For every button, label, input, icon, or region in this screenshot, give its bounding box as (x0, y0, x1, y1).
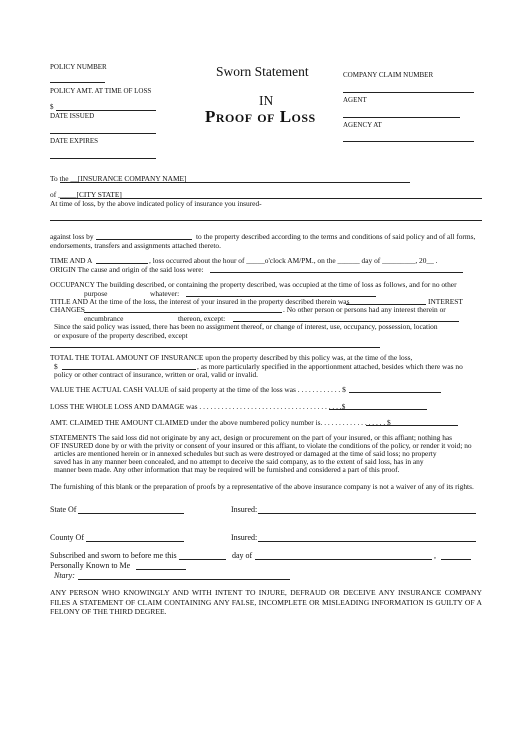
insured-field[interactable] (50, 220, 482, 221)
subscribed-year-field[interactable] (441, 559, 471, 560)
day-of-text: day of (232, 551, 253, 560)
total-text-1: TOTAL THE TOTAL AMOUNT OF INSURANCE upon the property described by this policy was, at the time of the loss, (50, 353, 413, 362)
against-loss-field[interactable] (96, 239, 192, 240)
statements-text-4: saved has in any manner been concealed, and no attempt to deceive the said company, as to the extent of said loss, has in any (54, 457, 424, 466)
fraud-warning: ANY PERSON WHO KNOWINGLY AND WITH INTENT TO INJURE, DEFRAUD OR DECEIVE ANY INSURANCE COMPANY FILES A STATEMENT OF CLAIM CONTAINING ANY FALSE, INCOMPLETE OR MISLEADING INFORMATION IS GUILTY OF A FELONY OF THE THIRD DEGREE. (50, 588, 482, 617)
subscribed-text: Subscribed and sworn to before me this (50, 551, 177, 560)
of-city-line: of _____[CITY STATE] (50, 190, 122, 199)
notary-label: Ntary: (54, 571, 75, 580)
statements-text-2: OF INSURED done by or with the privity or consent of your insured or this affiant, to violate the conditions of the policy, or render it void; no (50, 441, 472, 450)
insured-label-2: Insured: (231, 533, 258, 542)
changes-field[interactable] (84, 312, 282, 313)
origin-field[interactable] (210, 272, 463, 273)
personally-known-field[interactable] (136, 569, 186, 570)
amt-claimed-text: AMT. CLAIMED THE AMOUNT CLAIMED under the above numbered policy number is. . . . . . . . . . . . . . . . . . $ (50, 418, 391, 427)
changes-text-b: . No other person or persons had any interest therein or (283, 305, 446, 314)
policy-number-field[interactable] (50, 82, 105, 83)
against-loss-label: against loss by (50, 232, 94, 241)
changes-text: CHANGES (50, 305, 85, 314)
value-text: VALUE THE ACTUAL CASH VALUE of said property at the time of the loss was . . . . . . . . . . . . $ (50, 385, 346, 394)
since-text-1: Since the said policy was issued, there has been no assignment thereof, or change of interest, use, occupancy, possession, location (54, 322, 438, 331)
amt-claimed-field[interactable] (366, 425, 458, 426)
purpose-text: purpose (84, 289, 108, 298)
policy-number-label: POLICY NUMBER (50, 63, 107, 71)
total-text-3: policy or other contract of insurance, written or oral, valid or invalid. (54, 370, 258, 379)
statements-text-1: STATEMENTS The said loss did not originate by any act, design or procurement on the part of your insured, or this affiant; nothing has (50, 433, 453, 442)
time-text: , loss occurred about the hour of _____o'clock AM/PM., on the ______ day of _________, 20__ . (149, 256, 438, 265)
date-expires-field[interactable] (50, 158, 156, 159)
statements-text-5: manner been made. Any other information that may be required will be furnished and considered a part of this proof. (54, 465, 400, 474)
value-field[interactable] (349, 392, 441, 393)
encumbrance-text: encumbrance (84, 314, 124, 323)
furnishing-text: The furnishing of this blank or the preparation of proofs by a representative of the above insurance company is not a waiver of any of its rights. (50, 482, 474, 491)
dollar-sign: $ (50, 103, 54, 111)
occupancy-text: OCCUPANCY The building described, or containing the property described, was occupied at the time of loss as follows, and for no other (50, 280, 457, 289)
subscribed-month-field[interactable] (255, 559, 432, 560)
state-of-label: State Of (50, 505, 77, 514)
date-issued-label: DATE ISSUED (50, 112, 95, 120)
date-expires-label: DATE EXPIRES (50, 137, 99, 145)
endorsements-text: endorsements, transfers and assignments attached thereto. (50, 241, 221, 250)
agency-at-field[interactable] (343, 141, 474, 142)
insured-signature-field-1[interactable] (258, 513, 476, 514)
personally-known-text: Personally Known to Me (50, 561, 131, 570)
statements-text-3: articles are mentioned herein or in annexed schedules but such as were destroyed or damaged at the time of said loss; no property (54, 449, 437, 458)
county-of-label: County Of (50, 533, 84, 542)
agent-label: AGENT (343, 96, 367, 104)
loss-field[interactable] (329, 409, 427, 410)
notary-signature-field[interactable] (78, 579, 290, 580)
company-claim-number-field[interactable] (343, 92, 474, 93)
against-loss-text: to the property described according to the terms and conditions of said policy and of all forms, (196, 232, 476, 241)
title-proof-of-loss: Proof of Loss (205, 107, 316, 126)
thereon-text: thereon, except: (178, 314, 226, 323)
policy-amt-field[interactable] (56, 110, 156, 111)
date-issued-field[interactable] (50, 133, 156, 134)
insured-label-1: Insured: (231, 505, 258, 514)
title-in: IN (259, 93, 274, 108)
total-text-2: , as more particularly specified in the apportionment attached, besides which there was no (197, 362, 463, 371)
time-label: TIME AND A (50, 256, 93, 265)
title-sworn-statement: Sworn Statement (216, 64, 309, 79)
since-field[interactable] (50, 347, 380, 348)
state-of-field[interactable] (78, 513, 184, 514)
insured-signature-field-2[interactable] (258, 541, 476, 542)
time-field[interactable] (96, 263, 148, 264)
agency-at-label: AGENCY AT (343, 121, 382, 129)
title-and-text: TITLE AND At the time of the loss, the interest of your insured in the property described therein was (50, 297, 350, 306)
to-company-line: To the __[INSURANCE COMPANY NAME] (50, 174, 187, 183)
loss-text: LOSS THE WHOLE LOSS AND DAMAGE was . . . . . . . . . . . . . . . . . . . . . . . . . . . . . . . . . . . . . . .$ (50, 402, 346, 411)
comma-text: , (434, 551, 436, 560)
company-claim-number-label: COMPANY CLAIM NUMBER (343, 71, 434, 79)
whatever-text: whatever: (150, 289, 180, 298)
company-name-field[interactable] (60, 182, 410, 183)
agent-field[interactable] (343, 117, 460, 118)
at-time-of-loss-text: At time of loss, by the above indicated policy of insurance you insured- (50, 199, 262, 208)
interest-text: INTEREST (428, 297, 463, 306)
county-of-field[interactable] (86, 541, 184, 542)
policy-amt-label: POLICY AMT. AT TIME OF LOSS (50, 87, 152, 95)
since-text-2: or exposure of the property described, except (54, 331, 188, 340)
origin-text: ORIGIN The cause and origin of the said loss were: (50, 265, 204, 274)
subscribed-day-field[interactable] (179, 559, 226, 560)
total-dollar: $ (54, 362, 58, 371)
